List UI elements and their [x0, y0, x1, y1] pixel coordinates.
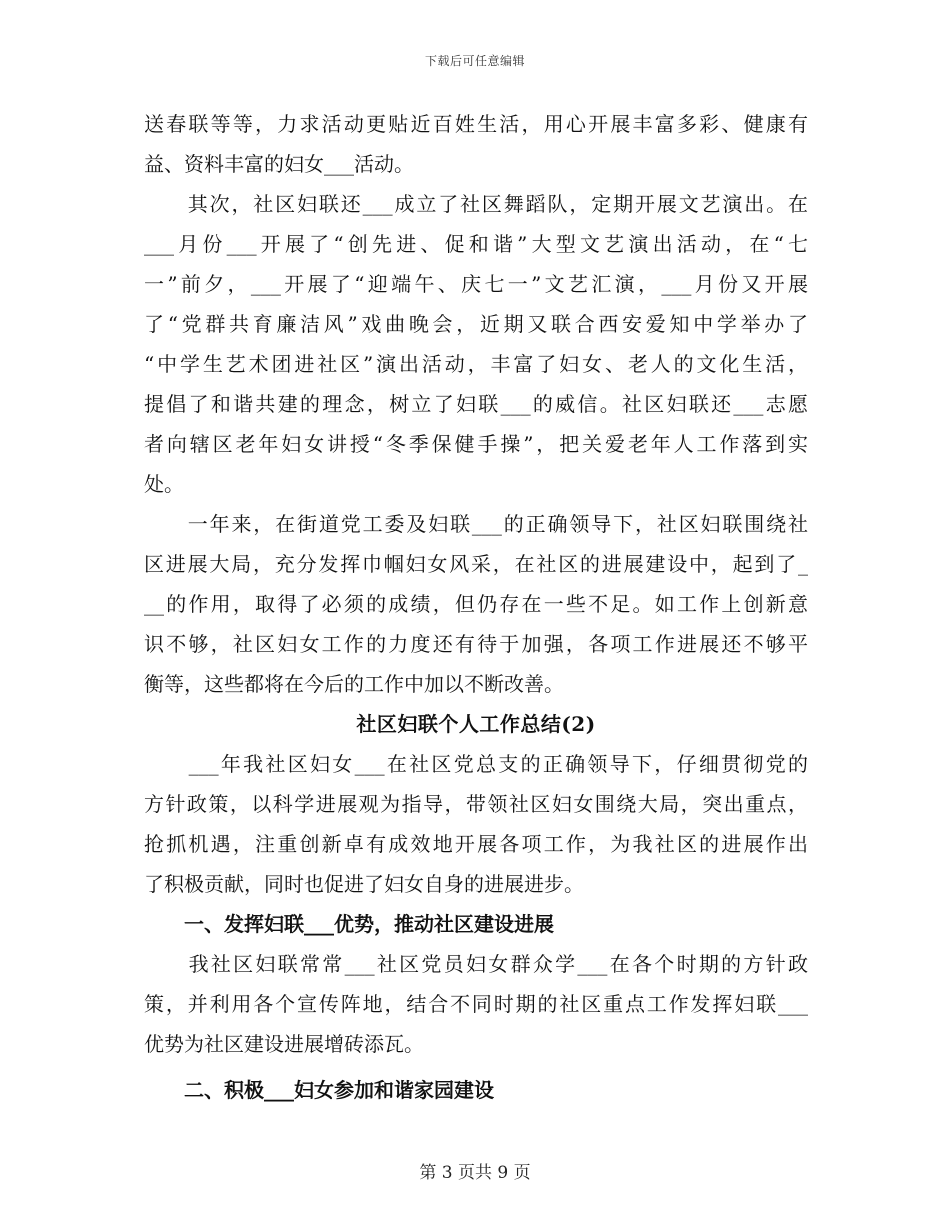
- text-line: 其次，社区妇联还___成立了社区舞蹈队，定期开展文艺演出。在: [144, 192, 808, 216]
- text-line: 区进展大局，充分发挥巾帼妇女风采，在社区的进展建设中，起到了_: [144, 552, 808, 576]
- text-line: ___年我社区妇女___在社区党总支的正确领导下，仔细贯彻党的: [144, 752, 808, 776]
- page-header: 下载后可任意编辑: [424, 54, 525, 68]
- text-line: “中学生艺术团进社区”演出活动，丰富了妇女、老人的文化生活，: [144, 352, 808, 376]
- text-line: 策，并利用各个宣传阵地，结合不同时期的社区重点工作发挥妇联___: [144, 992, 808, 1016]
- text-line: 一年来，在街道党工委及妇联___的正确领导下，社区妇联围绕社: [144, 512, 808, 536]
- section-heading: 二、积极___妇女参加和谐家园建设: [144, 1078, 494, 1102]
- text-line: 识不够，社区妇女工作的力度还有待于加强，各项工作进展还不够平: [144, 632, 808, 656]
- document-body: [144, 104, 808, 1110]
- text-line: 了“党群共育廉洁风”戏曲晚会，近期又联合西安爱知中学举办了: [144, 312, 808, 336]
- text-line: 者向辖区老年妇女讲授“冬季保健手操”，把关爱老年人工作落到实: [144, 432, 808, 456]
- text-line: 提倡了和谐共建的理念，树立了妇联___的威信。社区妇联还___志愿: [144, 392, 808, 416]
- text-line: __的作用，取得了必须的成绩，但仍存在一些不足。如工作上创新意: [144, 592, 808, 616]
- page-number: 第 3 页共 9 页: [419, 1163, 531, 1183]
- text-line: 一”前夕，___开展了“迎端午、庆七一”文艺汇演，___月份又开展: [144, 272, 808, 296]
- text-line: 了积极贡献，同时也促进了妇女自身的进展进步。: [144, 872, 584, 896]
- text-line: 优势为社区建设进展增砖添瓦。: [144, 1032, 424, 1056]
- text-line: 方针政策，以科学进展观为指导，带领社区妇女围绕大局，突出重点，: [144, 792, 808, 816]
- text-line: 送春联等等，力求活动更贴近百姓生活，用心开展丰富多彩、健康有: [144, 112, 808, 136]
- text-line: ___月份___开展了“创先进、促和谐”大型文艺演出活动，在“七: [144, 232, 808, 256]
- text-line: 处。: [144, 472, 184, 496]
- text-line: 益、资料丰富的妇女___活动。: [144, 152, 414, 176]
- text-line: 抢抓机遇，注重创新卓有成效地开展各项工作，为我社区的进展作出: [144, 832, 808, 856]
- text-line: 我社区妇联常常___社区党员妇女群众学___在各个时期的方针政: [144, 952, 808, 976]
- text-line: 衡等，这些都将在今后的工作中加以不断改善。: [144, 672, 564, 696]
- section-heading: 一、发挥妇联___优势，推动社区建设进展: [144, 912, 554, 936]
- section-title: 社区妇联个人工作总结(2): [356, 712, 596, 736]
